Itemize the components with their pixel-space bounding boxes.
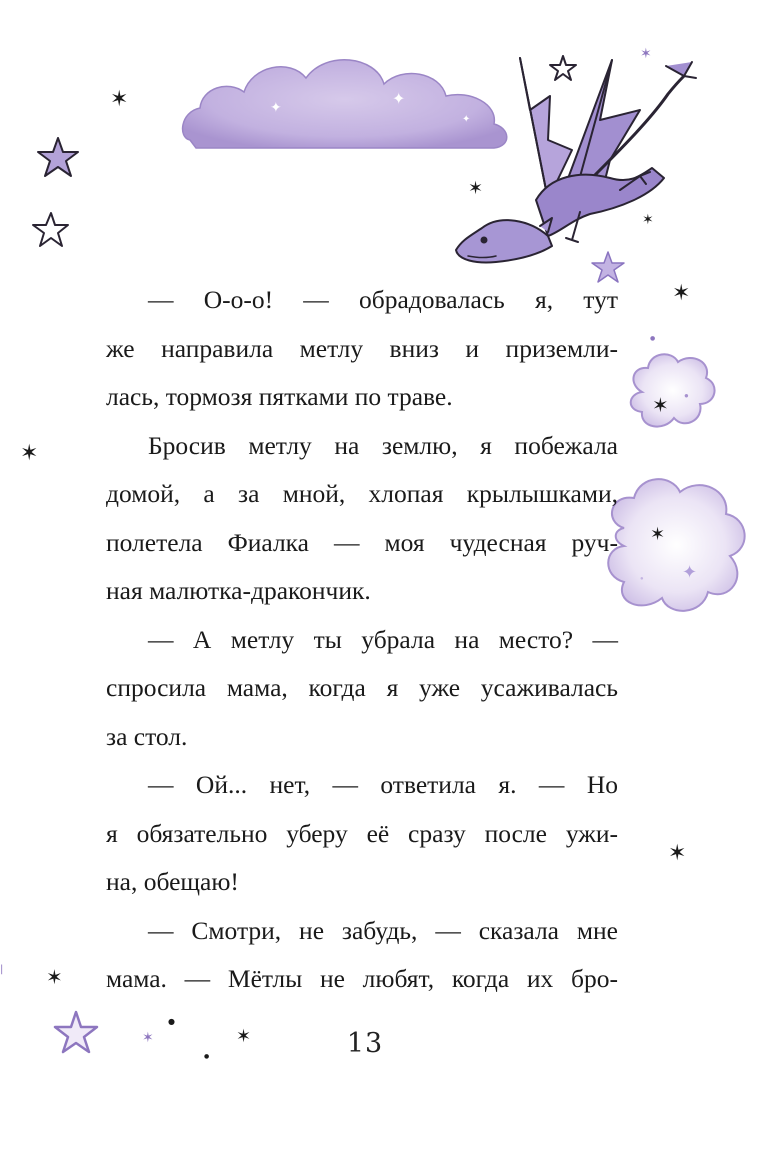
svg-text:✦: ✦: [682, 562, 698, 582]
dragon-icon: [456, 58, 696, 263]
paragraph: [106, 276, 618, 422]
svg-text:✦: ✦: [392, 91, 406, 108]
text-line: — А метлу ты убрала на место? —: [148, 624, 618, 654]
svg-text:✶: ✶: [650, 524, 666, 545]
svg-text:●: ●: [684, 391, 689, 400]
paragraph: [106, 422, 618, 616]
text-line: на, обещаю!: [106, 867, 239, 896]
svg-text:●: ●: [650, 335, 656, 342]
svg-text:|: |: [0, 964, 4, 975]
svg-text:✶: ✶: [20, 441, 39, 466]
svg-text:●: ●: [640, 576, 644, 582]
svg-text:✶: ✶: [640, 46, 652, 62]
svg-text:✶: ✶: [652, 393, 669, 417]
text-line: домой, а за мной, хлопая крылышками,: [106, 479, 618, 508]
page-body-text: [106, 276, 618, 1004]
svg-text:●: ●: [658, 604, 662, 610]
text-line: ная малютка-дракончик.: [106, 576, 371, 605]
svg-text:✶: ✶: [672, 281, 691, 306]
text-line: мама. — Мётлы не любят, когда их бро-: [106, 964, 618, 993]
svg-text:✶: ✶: [642, 212, 654, 228]
page-number: 13: [346, 1028, 384, 1059]
svg-text:✶: ✶: [236, 1026, 252, 1047]
svg-text:✶: ✶: [110, 87, 129, 112]
text-line: лась, тормозя пятками по траве.: [106, 382, 453, 411]
text-line: же направила метлу вниз и приземли-: [106, 333, 618, 363]
text-line: я обязательно уберу её сразу после ужи-: [106, 818, 618, 848]
text-line: — О-о-о! — обрадовалась я, тут: [148, 285, 618, 314]
small-cloud-icon: [631, 354, 715, 426]
svg-text:✦: ✦: [462, 114, 471, 125]
svg-text:✶: ✶: [668, 841, 687, 866]
paragraph: [106, 616, 618, 762]
text-line: полетела Фиалка — моя чудесная руч-: [106, 527, 618, 557]
text-line: — Смотри, не забудь, — сказала мне: [148, 915, 618, 945]
svg-text:●: ●: [204, 1053, 210, 1060]
svg-text:✶: ✶: [468, 178, 484, 199]
top-cloud-icon: [183, 60, 507, 148]
svg-text:✦: ✦: [270, 101, 282, 116]
text-line: спросила мама, когда я уже усаживалась: [106, 673, 618, 702]
paragraph: [106, 907, 618, 1004]
large-cloud-icon: [608, 479, 744, 611]
svg-text:✶: ✶: [142, 1030, 154, 1046]
paragraph: [106, 761, 618, 907]
svg-text:●: ●: [168, 1017, 175, 1026]
text-line: — Ой... нет, — ответила я. — Но: [148, 770, 618, 799]
text-line: Бросив метлу на землю, я побежала: [148, 430, 618, 460]
svg-text:✶: ✶: [46, 965, 63, 989]
text-line: за стол.: [106, 721, 188, 751]
